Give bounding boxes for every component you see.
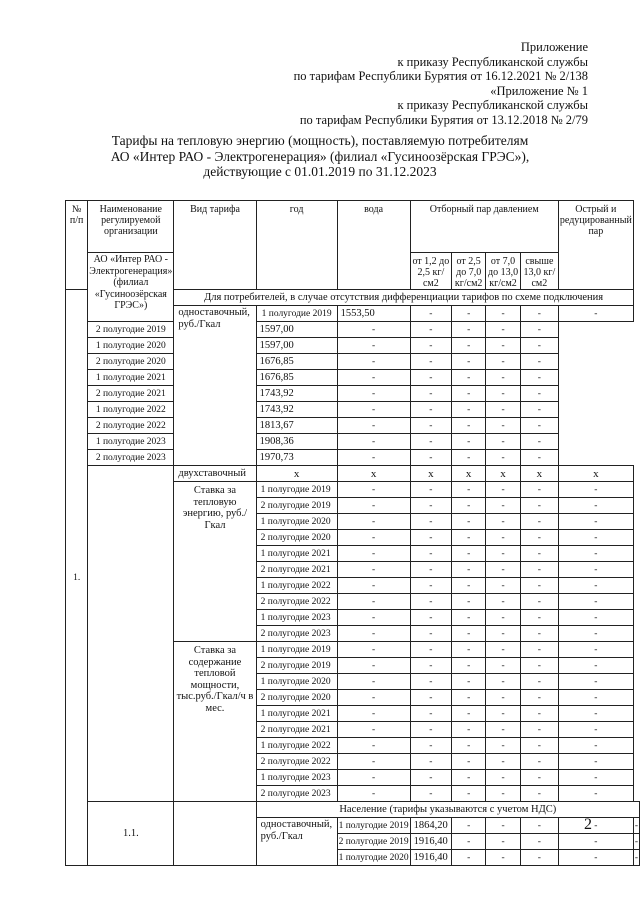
page-number: 2: [584, 816, 592, 833]
dash-cell: -: [486, 658, 521, 674]
two-rate-label: двухставочный: [174, 466, 256, 482]
dash-cell: -: [337, 354, 410, 370]
dash-cell: -: [410, 386, 452, 402]
dash-cell: -: [452, 370, 486, 386]
dash-cell: -: [452, 642, 486, 658]
dash-cell: -: [452, 738, 486, 754]
org-name-cell: АО «Интер РАО - Электрогенерация» (филиал «Гусиноозёрская ГРЭС»): [88, 253, 174, 322]
dash-cell: -: [520, 754, 558, 770]
dash-cell: -: [633, 818, 639, 834]
dash-cell: -: [520, 530, 558, 546]
dash-cell: -: [520, 578, 558, 594]
period-cell: 2 полугодие 2021: [88, 386, 174, 402]
header-line: Приложение: [520, 40, 588, 54]
title-line: АО «Интер РАО - Электрогенерация» (филиал «Гусиноозёрская ГРЭС»),: [110, 148, 530, 164]
dash-cell: -: [486, 594, 521, 610]
dash-cell: -: [520, 786, 558, 802]
period-cell: 1 полугодие 2019: [256, 642, 337, 658]
dash-cell: -: [410, 706, 452, 722]
x-cell: х: [486, 466, 521, 482]
dash-cell: -: [486, 562, 521, 578]
dash-cell: -: [337, 610, 410, 626]
dash-cell: -: [558, 786, 633, 802]
dash-cell: -: [558, 482, 633, 498]
dash-cell: -: [452, 626, 486, 642]
dash-cell: -: [558, 498, 633, 514]
dash-cell: -: [486, 786, 521, 802]
dash-cell: -: [452, 434, 486, 450]
dash-cell: -: [520, 818, 558, 834]
dash-cell: -: [520, 498, 558, 514]
dash-cell: -: [452, 338, 486, 354]
dash-cell: -: [520, 706, 558, 722]
title-line: Тарифы на тепловую энергию (мощность), поставляемую потребителям: [111, 133, 529, 148]
dash-cell: -: [486, 610, 521, 626]
dash-cell: -: [486, 690, 521, 706]
dash-cell: -: [410, 498, 452, 514]
dash-cell: -: [337, 722, 410, 738]
dash-cell: -: [337, 450, 410, 466]
dash-cell: -: [520, 514, 558, 530]
dash-cell: -: [486, 498, 521, 514]
period-cell: 2 полугодие 2022: [256, 594, 337, 610]
water-value: 1597,00: [256, 338, 337, 354]
sub-number-cell: 1.1.: [88, 802, 174, 866]
dash-cell: -: [410, 530, 452, 546]
dash-cell: -: [520, 434, 558, 450]
dash-cell: -: [452, 578, 486, 594]
section-number-cell: 1.: [66, 290, 88, 866]
dash-cell: -: [452, 546, 486, 562]
dash-cell: -: [337, 642, 410, 658]
document-header: [294, 40, 588, 128]
tariff-table-body: [66, 201, 640, 866]
dash-cell: -: [337, 530, 410, 546]
dash-cell: -: [410, 482, 452, 498]
col-header-num: № п/п: [66, 201, 88, 290]
dash-cell: -: [410, 594, 452, 610]
period-cell: 1 полугодие 2019: [256, 306, 337, 322]
dash-cell: -: [558, 722, 633, 738]
dash-cell: -: [486, 370, 521, 386]
dash-cell: -: [520, 738, 558, 754]
dash-cell: -: [558, 690, 633, 706]
dash-cell: -: [410, 354, 452, 370]
period-cell: 1 полугодие 2023: [88, 434, 174, 450]
dash-cell: -: [337, 514, 410, 530]
dash-cell: -: [452, 594, 486, 610]
period-cell: 1 полугодие 2019: [337, 818, 410, 834]
dash-cell: -: [558, 754, 633, 770]
dash-cell: -: [486, 418, 521, 434]
dash-cell: -: [337, 658, 410, 674]
dash-cell: -: [452, 754, 486, 770]
x-cell: х: [256, 466, 337, 482]
dash-cell: -: [486, 674, 521, 690]
dash-cell: -: [452, 386, 486, 402]
dash-cell: -: [452, 706, 486, 722]
document-title: [0, 133, 640, 180]
dash-cell: -: [337, 418, 410, 434]
dash-cell: -: [558, 546, 633, 562]
dash-cell: -: [452, 834, 486, 850]
dash-cell: -: [337, 770, 410, 786]
dash-cell: -: [520, 418, 558, 434]
dash-cell: -: [558, 562, 633, 578]
dash-cell: -: [337, 338, 410, 354]
dash-cell: -: [486, 722, 521, 738]
dash-cell: -: [558, 306, 633, 322]
dash-cell: -: [410, 338, 452, 354]
dash-cell: -: [486, 546, 521, 562]
water-value: 1908,36: [256, 434, 337, 450]
col-header-pressure: от 7,0 до 13,0 кг/см2: [486, 253, 521, 290]
col-header-pressure: свыше 13,0 кг/см2: [520, 253, 558, 290]
dash-cell: -: [558, 530, 633, 546]
dash-cell: -: [452, 610, 486, 626]
population-header: Население (тарифы указываются с учетом НДС): [256, 802, 639, 818]
table-row: [66, 322, 640, 338]
table-row: [66, 386, 640, 402]
x-cell: х: [520, 466, 558, 482]
period-cell: 1 полугодие 2020: [256, 514, 337, 530]
dash-cell: -: [486, 514, 521, 530]
dash-cell: -: [558, 834, 633, 850]
dash-cell: -: [558, 610, 633, 626]
dash-cell: -: [410, 370, 452, 386]
dash-cell: -: [337, 546, 410, 562]
period-cell: 2 полугодие 2019: [88, 322, 174, 338]
dash-cell: -: [410, 626, 452, 642]
dash-cell: -: [520, 306, 558, 322]
dash-cell: -: [486, 578, 521, 594]
period-cell: 1 полугодие 2022: [256, 738, 337, 754]
dash-cell: -: [486, 818, 521, 834]
dash-cell: -: [558, 850, 633, 866]
dash-cell: -: [410, 450, 452, 466]
table-row: [66, 338, 640, 354]
x-cell: х: [410, 466, 452, 482]
dash-cell: -: [486, 450, 521, 466]
dash-cell: -: [520, 594, 558, 610]
period-cell: 1 полугодие 2023: [256, 610, 337, 626]
dash-cell: -: [337, 482, 410, 498]
water-value: 1743,92: [256, 402, 337, 418]
dash-cell: -: [452, 354, 486, 370]
dash-cell: -: [520, 642, 558, 658]
header-line: к приказу Республиканской службы: [397, 54, 588, 69]
period-cell: 1 полугодие 2020: [256, 674, 337, 690]
tariff-table: [65, 200, 640, 866]
period-cell: 2 полугодие 2019: [256, 498, 337, 514]
dash-cell: -: [558, 818, 633, 834]
dash-cell: -: [633, 834, 639, 850]
dash-cell: -: [486, 770, 521, 786]
table-row: [66, 402, 640, 418]
dash-cell: -: [452, 530, 486, 546]
dash-cell: -: [337, 594, 410, 610]
section-header: Для потребителей, в случае отсутствия дифференциации тарифов по схеме подключения: [174, 290, 633, 306]
dash-cell: -: [486, 386, 521, 402]
col-header-pressure: от 1,2 до 2,5 кг/см2: [410, 253, 452, 290]
dash-cell: -: [452, 658, 486, 674]
dash-cell: -: [452, 482, 486, 498]
dash-cell: -: [486, 338, 521, 354]
dash-cell: -: [520, 850, 558, 866]
dash-cell: -: [452, 402, 486, 418]
col-header-org: Наименование регулируемой организации: [88, 201, 174, 253]
period-cell: 1 полугодие 2019: [256, 482, 337, 498]
dash-cell: -: [486, 626, 521, 642]
dash-cell: -: [520, 482, 558, 498]
dash-cell: -: [410, 786, 452, 802]
header-line: по тарифам Республики Бурятия от 13.12.2018 № 2/79: [299, 112, 588, 127]
table-row: [66, 434, 640, 450]
dash-cell: -: [337, 562, 410, 578]
dash-cell: -: [520, 338, 558, 354]
table-row: [66, 354, 640, 370]
period-cell: 1 полугодие 2022: [256, 578, 337, 594]
dash-cell: -: [337, 786, 410, 802]
dash-cell: -: [452, 306, 486, 322]
dash-cell: -: [337, 322, 410, 338]
col-header-year: год: [256, 201, 337, 290]
period-cell: 2 полугодие 2022: [88, 418, 174, 434]
dash-cell: -: [486, 738, 521, 754]
one-rate-label: одноставочный, руб./Гкал: [174, 306, 256, 466]
period-cell: 1 полугодие 2021: [256, 706, 337, 722]
dash-cell: -: [520, 610, 558, 626]
dash-cell: -: [558, 658, 633, 674]
header-line: «Приложение № 1: [490, 83, 588, 98]
dash-cell: -: [520, 546, 558, 562]
dash-cell: -: [486, 322, 521, 338]
col-header-sharp: Острый и редуцированный пар: [558, 201, 633, 290]
dash-cell: -: [452, 514, 486, 530]
dash-cell: -: [486, 530, 521, 546]
dash-cell: -: [410, 402, 452, 418]
col-header-pressure: от 2,5 до 7,0 кг/см2: [452, 253, 486, 290]
dash-cell: -: [410, 514, 452, 530]
period-cell: 2 полугодие 2023: [256, 626, 337, 642]
water-value: 1676,85: [256, 370, 337, 386]
period-cell: 2 полугодие 2022: [256, 754, 337, 770]
dash-cell: -: [558, 594, 633, 610]
dash-cell: -: [558, 770, 633, 786]
dash-cell: -: [337, 370, 410, 386]
dash-cell: -: [558, 578, 633, 594]
dash-cell: -: [520, 722, 558, 738]
dash-cell: -: [520, 386, 558, 402]
period-cell: 1 полугодие 2021: [256, 546, 337, 562]
period-cell: 2 полугодие 2020: [88, 354, 174, 370]
period-cell: 1 полугодие 2023: [256, 770, 337, 786]
water-value: 1916,40: [410, 834, 452, 850]
dash-cell: -: [337, 626, 410, 642]
dash-cell: -: [452, 770, 486, 786]
dash-cell: -: [410, 722, 452, 738]
col-header-water: вода: [337, 201, 410, 290]
population-rate-label: одноставочный, руб./Гкал: [256, 818, 337, 866]
dash-cell: -: [486, 834, 521, 850]
org-name-spacer: [174, 802, 256, 866]
dash-cell: -: [337, 754, 410, 770]
x-cell: х: [452, 466, 486, 482]
table-row: [66, 418, 640, 434]
dash-cell: -: [520, 770, 558, 786]
dash-cell: -: [452, 674, 486, 690]
dash-cell: -: [337, 690, 410, 706]
period-cell: 2 полугодие 2021: [256, 562, 337, 578]
dash-cell: -: [486, 706, 521, 722]
capacity-rate-label: Ставка за содержание тепловой мощности, тыс.руб./Гкал/ч в мес.: [174, 642, 256, 802]
dash-cell: -: [410, 434, 452, 450]
dash-cell: -: [410, 770, 452, 786]
dash-cell: -: [337, 578, 410, 594]
dash-cell: -: [410, 674, 452, 690]
dash-cell: -: [410, 306, 452, 322]
water-value: 1743,92: [256, 386, 337, 402]
dash-cell: -: [410, 642, 452, 658]
dash-cell: -: [486, 482, 521, 498]
header-line: по тарифам Республики Бурятия от 16.12.2021 № 2/138: [293, 69, 588, 84]
dash-cell: -: [558, 514, 633, 530]
dash-cell: -: [486, 306, 521, 322]
dash-cell: -: [452, 498, 486, 514]
dash-cell: -: [410, 562, 452, 578]
org-name-spacer: [88, 466, 174, 802]
dash-cell: -: [337, 498, 410, 514]
water-value: 1813,67: [256, 418, 337, 434]
dash-cell: -: [410, 738, 452, 754]
dash-cell: -: [410, 658, 452, 674]
dash-cell: -: [337, 706, 410, 722]
dash-cell: -: [452, 818, 486, 834]
title-line: действующие с 01.01.2019 по 31.12.2023: [203, 164, 437, 179]
x-cell: х: [558, 466, 633, 482]
dash-cell: -: [520, 370, 558, 386]
energy-rate-label: Ставка за тепловую энергию, руб./Гкал: [174, 482, 256, 642]
dash-cell: -: [520, 402, 558, 418]
dash-cell: -: [337, 402, 410, 418]
dash-cell: -: [558, 642, 633, 658]
dash-cell: -: [520, 562, 558, 578]
two-rate-row: [66, 466, 640, 482]
dash-cell: -: [452, 850, 486, 866]
water-value: 1864,20: [410, 818, 452, 834]
dash-cell: -: [633, 850, 639, 866]
dash-cell: -: [486, 434, 521, 450]
dash-cell: -: [452, 722, 486, 738]
dash-cell: -: [486, 642, 521, 658]
dash-cell: -: [486, 354, 521, 370]
dash-cell: -: [520, 450, 558, 466]
dash-cell: -: [520, 626, 558, 642]
dash-cell: -: [410, 754, 452, 770]
dash-cell: -: [486, 850, 521, 866]
dash-cell: -: [337, 738, 410, 754]
dash-cell: -: [410, 610, 452, 626]
water-value: 1553,50: [337, 306, 410, 322]
water-value: 1970,73: [256, 450, 337, 466]
period-cell: 2 полугодие 2020: [256, 530, 337, 546]
dash-cell: -: [410, 322, 452, 338]
dash-cell: -: [558, 674, 633, 690]
dash-cell: -: [558, 626, 633, 642]
dash-cell: -: [520, 690, 558, 706]
period-cell: 1 полугодие 2020: [88, 338, 174, 354]
dash-cell: -: [486, 754, 521, 770]
table-row: [66, 450, 640, 466]
dash-cell: -: [337, 434, 410, 450]
period-cell: 2 полугодие 2023: [88, 450, 174, 466]
dash-cell: -: [410, 690, 452, 706]
dash-cell: -: [452, 418, 486, 434]
period-cell: 2 полугодие 2023: [256, 786, 337, 802]
dash-cell: -: [520, 834, 558, 850]
dash-cell: -: [520, 354, 558, 370]
dash-cell: -: [452, 562, 486, 578]
water-value: 1597,00: [256, 322, 337, 338]
period-cell: 2 полугодие 2021: [256, 722, 337, 738]
dash-cell: -: [452, 786, 486, 802]
water-value: 1916,40: [410, 850, 452, 866]
dash-cell: -: [452, 690, 486, 706]
period-cell: 2 полугодие 2020: [256, 690, 337, 706]
period-cell: 1 полугодие 2022: [88, 402, 174, 418]
dash-cell: -: [520, 322, 558, 338]
period-cell: 2 полугодие 2019: [337, 834, 410, 850]
x-cell: х: [337, 466, 410, 482]
table-row: [66, 370, 640, 386]
dash-cell: -: [520, 674, 558, 690]
dash-cell: -: [410, 546, 452, 562]
period-cell: 2 полугодие 2019: [256, 658, 337, 674]
dash-cell: -: [558, 738, 633, 754]
dash-cell: -: [337, 386, 410, 402]
dash-cell: -: [486, 402, 521, 418]
dash-cell: -: [558, 706, 633, 722]
period-cell: 1 полугодие 2020: [337, 850, 410, 866]
col-header-steam: Отборный пар давлением: [410, 201, 558, 253]
dash-cell: -: [337, 674, 410, 690]
col-header-type: Вид тарифа: [174, 201, 256, 290]
dash-cell: -: [520, 658, 558, 674]
water-value: 1676,85: [256, 354, 337, 370]
population-row: [66, 802, 640, 818]
period-cell: 1 полугодие 2021: [88, 370, 174, 386]
dash-cell: -: [410, 578, 452, 594]
dash-cell: -: [410, 418, 452, 434]
dash-cell: -: [452, 450, 486, 466]
header-line: к приказу Республиканской службы: [397, 98, 588, 113]
dash-cell: -: [452, 322, 486, 338]
